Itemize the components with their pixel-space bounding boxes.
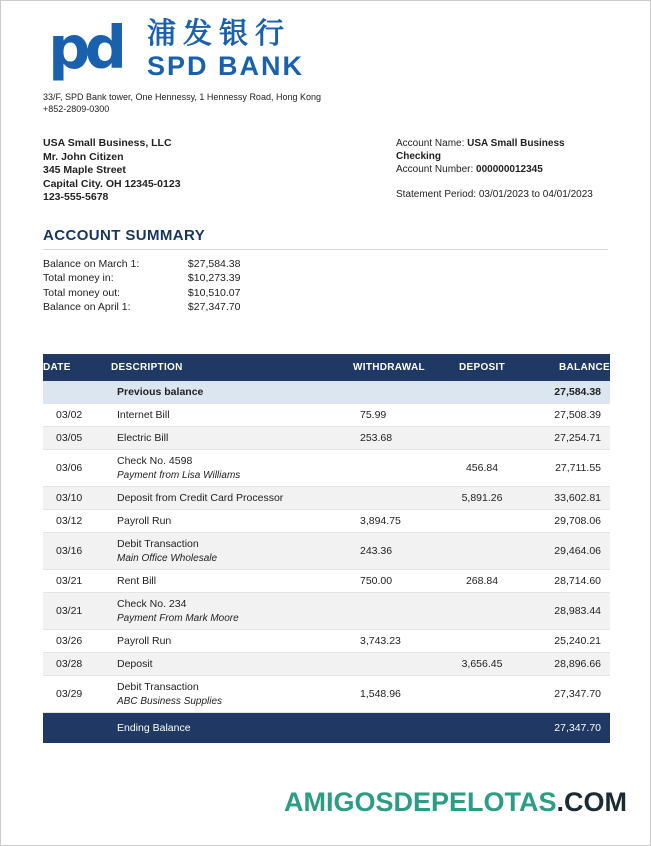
table-row [43, 486, 610, 509]
cell-description [111, 449, 353, 486]
cell-deposit [439, 629, 525, 652]
cell-date: 03/26 [56, 634, 83, 647]
cell-balance: 27,711.55 [555, 461, 601, 474]
cell-balance: 29,708.06 [554, 514, 601, 527]
header-date: DATE [43, 354, 111, 381]
description-main: Debit Transaction [117, 680, 199, 693]
cell-description: Internet Bill [117, 408, 170, 421]
bank-address: 33/F, SPD Bank tower, One Hennessy, 1 Hennessy Road, Hong Kong [43, 92, 321, 102]
previous-balance-row [43, 381, 610, 404]
cell-withdrawal: 243.36 [353, 532, 439, 569]
customer-line: Mr. John Citizen [43, 150, 124, 163]
cell-date: 03/28 [43, 652, 111, 675]
cell-description [111, 592, 353, 629]
cell-date: 03/05 [43, 426, 111, 449]
description-sub: ABC Business Supplies [117, 695, 223, 707]
header-balance: BALANCE [525, 354, 610, 381]
cell-date: 03/16 [43, 532, 111, 569]
cell-description: Deposit from Credit Card Processor [111, 486, 353, 509]
header-description: DESCRIPTION [111, 354, 353, 381]
account-info-block [396, 137, 608, 205]
cell-description [111, 532, 353, 569]
transactions-table [43, 354, 610, 743]
cell-deposit [439, 509, 525, 532]
cell-balance: 27,347.70 [554, 687, 601, 700]
summary-label: Total money in: [43, 272, 114, 284]
statement-period-label: Statement Period: [396, 189, 477, 200]
summary-value: $10,510.07 [187, 286, 241, 299]
table-row [43, 509, 610, 532]
cell-date: 03/21 [43, 592, 111, 629]
statement-period-line [396, 188, 608, 201]
bank-name-chinese: 浦发银行 [147, 18, 292, 50]
summary-label: Balance on March 1: [43, 257, 140, 270]
description-main: Check No. 4598 [117, 454, 193, 467]
bank-phone: +852-2809-0300 [43, 104, 110, 114]
cell-date: 03/02 [56, 408, 83, 421]
cell-deposit: 268.84 [465, 574, 499, 587]
cell-withdrawal [353, 592, 439, 629]
description-sub: Main Office Wholesale [117, 552, 218, 564]
cell-withdrawal: 3,894.75 [360, 514, 401, 527]
table-row [43, 532, 610, 569]
cell-balance: 33,602.81 [525, 486, 610, 509]
table-header-row [43, 354, 610, 381]
account-summary-section [43, 227, 608, 315]
cell-balance: 25,240.21 [554, 634, 601, 647]
ending-balance-row [43, 712, 610, 743]
footer-watermark [284, 787, 627, 818]
account-name-value: USA Small Business Checking [396, 138, 565, 162]
bank-name-block [147, 17, 304, 81]
cell-withdrawal: 1,548.96 [360, 687, 401, 700]
account-number-label: Account Number: [396, 164, 474, 175]
customer-address-block [43, 137, 181, 205]
cell-deposit [439, 675, 525, 712]
cell-balance: 28,896.66 [525, 652, 610, 675]
cell-deposit: 5,891.26 [439, 486, 525, 509]
statement-period-value: 03/01/2023 to 04/01/2023 [478, 189, 593, 200]
cell-description: Electric Bill [111, 426, 353, 449]
cell-deposit: 456.84 [465, 461, 499, 474]
account-summary-rows [43, 257, 608, 315]
cell-date: 03/21 [56, 574, 83, 587]
summary-row [43, 300, 608, 315]
cell-deposit [439, 712, 525, 743]
cell-withdrawal [353, 652, 439, 675]
cell-balance: 27,584.38 [525, 381, 610, 404]
cell-deposit: 3,656.45 [439, 652, 525, 675]
cell-balance: 27,508.39 [554, 408, 601, 421]
cell-withdrawal [353, 486, 439, 509]
cell-description: Payroll Run [117, 634, 172, 647]
svg-text:pd: pd [48, 15, 122, 83]
cell-withdrawal: 75.99 [360, 408, 387, 421]
cell-date: 03/12 [56, 514, 83, 527]
description-main: Check No. 234 [117, 597, 187, 610]
cell-balance: 27,347.70 [525, 712, 610, 743]
cell-balance: 27,254.71 [525, 426, 610, 449]
summary-value: $10,273.39 [187, 272, 241, 284]
table-row [43, 426, 610, 449]
cell-withdrawal [353, 712, 439, 743]
account-number-line [396, 163, 608, 176]
account-name-label: Account Name: [396, 138, 465, 149]
cell-balance: 28,714.60 [554, 574, 601, 587]
bank-name-english: SPD BANK [147, 51, 305, 81]
cell-balance: 29,464.06 [525, 532, 610, 569]
summary-label: Total money out: [43, 286, 121, 299]
cell-withdrawal: 750.00 [360, 574, 393, 587]
cell-description: Previous balance [111, 381, 353, 404]
footer-brand-tld: .COM [556, 787, 627, 817]
bank-header [43, 15, 608, 115]
summary-row [43, 257, 608, 272]
header-withdrawal: WITHDRAWAL [353, 354, 439, 381]
account-summary-title: ACCOUNT SUMMARY [43, 227, 608, 250]
description-sub: Payment from Lisa Williams [117, 469, 241, 481]
table-row [43, 449, 610, 486]
cell-withdrawal: 3,743.23 [360, 634, 401, 647]
cell-deposit [439, 403, 525, 426]
cell-description: Rent Bill [117, 574, 157, 587]
customer-line: USA Small Business, LLC [43, 137, 172, 149]
table-row [43, 629, 610, 652]
cell-deposit [439, 532, 525, 569]
cell-deposit [439, 592, 525, 629]
header-deposit: DEPOSIT [439, 354, 525, 381]
cell-deposit [439, 426, 525, 449]
cell-description: Ending Balance [111, 712, 353, 743]
cell-date [43, 712, 111, 743]
cell-description: Deposit [111, 652, 353, 675]
description-main: Debit Transaction [117, 537, 199, 550]
summary-row [43, 271, 608, 286]
cell-description [111, 675, 353, 712]
customer-line: 123-555-5678 [43, 191, 109, 203]
cell-description: Payroll Run [117, 514, 172, 527]
cell-withdrawal: 253.68 [353, 426, 439, 449]
cell-date: 03/10 [43, 486, 111, 509]
cell-date: 03/29 [56, 687, 83, 700]
spd-bank-logo-icon [43, 15, 141, 91]
account-number-value: 000000012345 [476, 164, 543, 175]
table-row [43, 675, 610, 712]
summary-row [43, 286, 608, 301]
cell-date [43, 381, 111, 404]
table-row [43, 569, 610, 592]
customer-line: Capital City. OH 12345-0123 [43, 177, 181, 190]
summary-label: Balance on April 1: [43, 301, 131, 313]
cell-withdrawal [353, 381, 439, 404]
footer-brand-name: AMIGOSDEPELOTAS [283, 787, 557, 817]
table-row [43, 403, 610, 426]
statement-info-row [43, 137, 608, 205]
table-row [43, 592, 610, 629]
table-row [43, 652, 610, 675]
customer-line: 345 Maple Street [43, 164, 126, 176]
cell-balance: 28,983.44 [525, 592, 610, 629]
cell-withdrawal [353, 449, 439, 486]
account-name-line [396, 137, 608, 163]
cell-date: 03/06 [56, 461, 83, 474]
cell-deposit [439, 381, 525, 404]
summary-value: $27,347.70 [187, 301, 241, 313]
summary-value: $27,584.38 [187, 257, 241, 270]
description-sub: Payment From Mark Moore [117, 612, 239, 624]
